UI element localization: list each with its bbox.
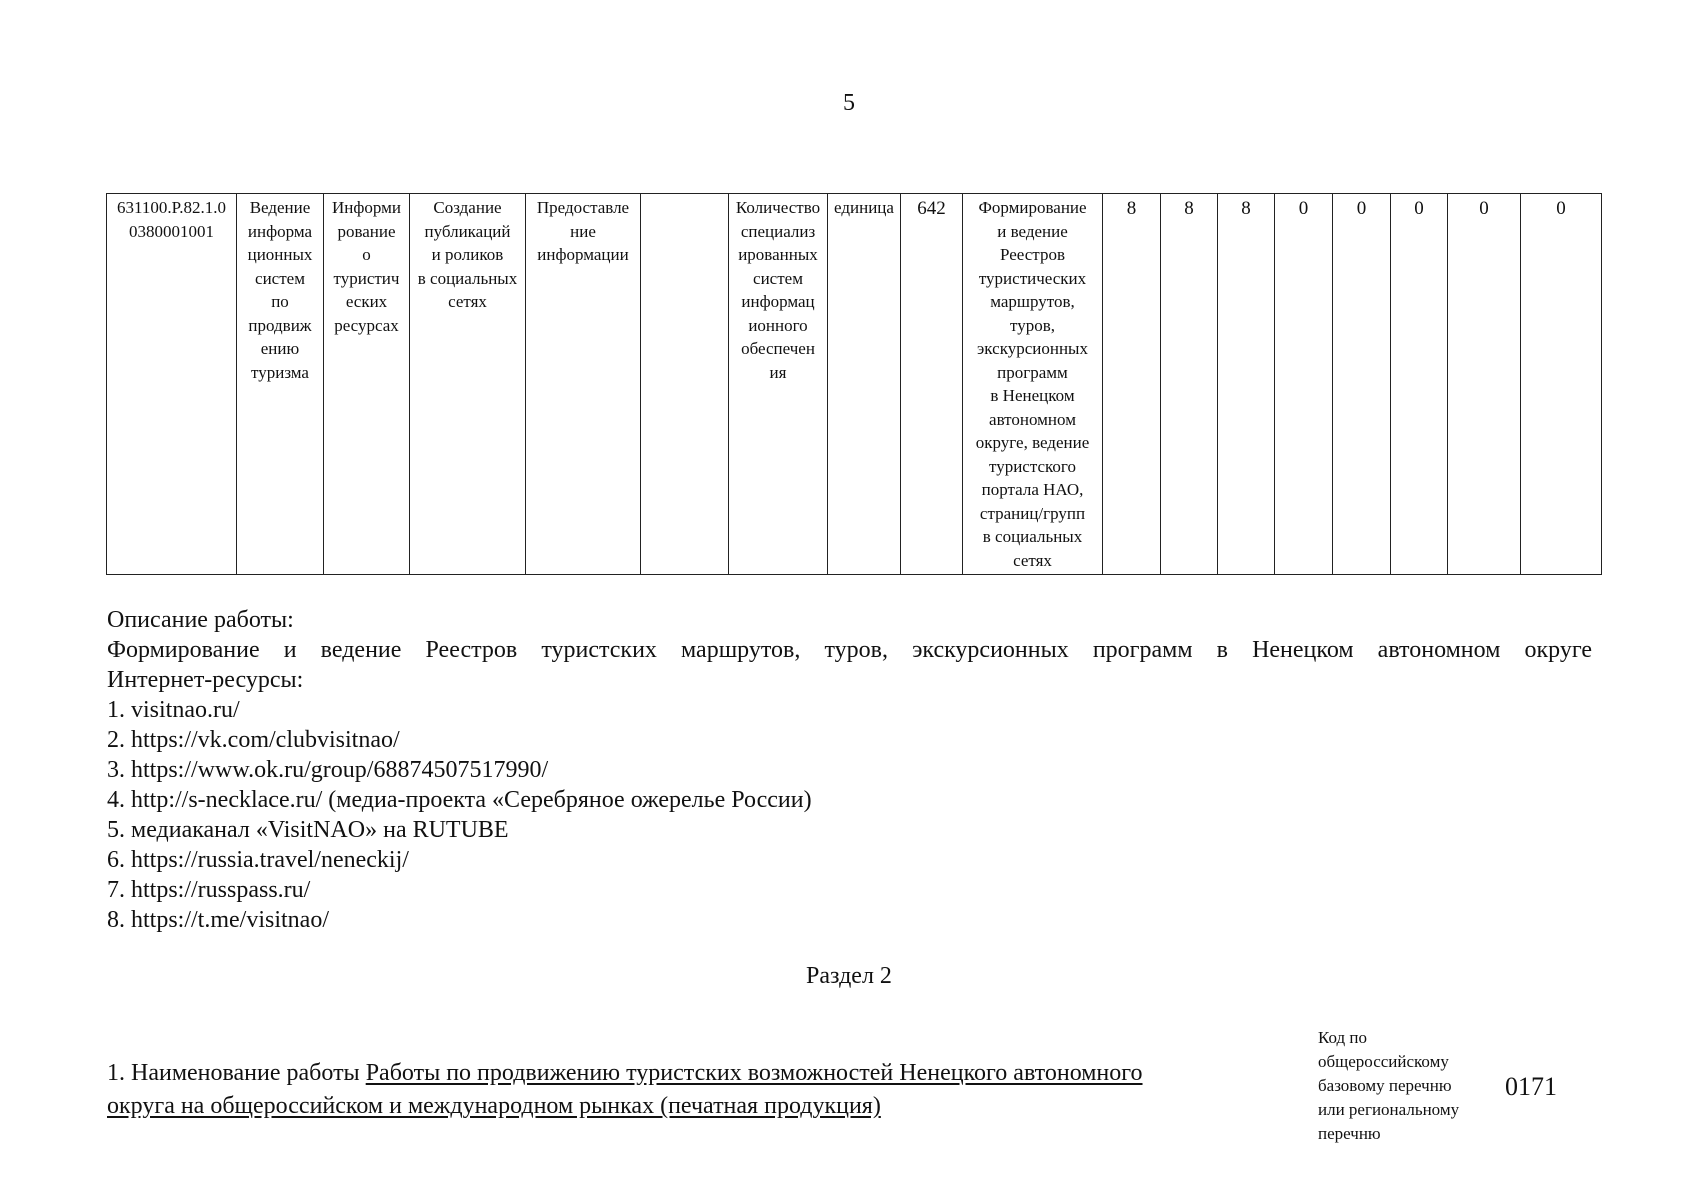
cell-text: обеспечен: [741, 339, 815, 358]
cell-text: Создание: [433, 198, 502, 217]
cell-text: в социальных: [982, 527, 1083, 546]
table-cell: [1521, 194, 1602, 575]
cell-text: ционных: [247, 245, 313, 264]
cell-text: информации: [537, 245, 629, 264]
table-cell: [1333, 194, 1391, 575]
code-label-line: базовому перечню: [1318, 1076, 1452, 1095]
code-label-line: или региональному: [1318, 1100, 1460, 1119]
table-cell: [410, 194, 526, 575]
description-heading: Описание работы:: [107, 607, 294, 633]
description-text: Формирование и ведение Реестров туристских маршрутов, туров, экскурсионных программ в Ненецком автономном округе: [107, 637, 1592, 663]
cell-text: информа: [247, 221, 313, 241]
code-value: 0171: [1505, 1072, 1557, 1101]
resource-link: 4. http://s-necklace.ru/ (медиа-проекта «Серебряное ожерелье России): [107, 787, 812, 813]
table-cell: [828, 194, 901, 575]
table-cell: [1275, 194, 1333, 575]
table-cell: [107, 194, 237, 575]
cell-text: о: [362, 245, 371, 264]
work-name-prefix: 1. Наименование работы: [107, 1060, 366, 1086]
resource-link: 7. https://russpass.ru/: [107, 877, 311, 903]
resource-link: 8. https://t.me/visitnao/: [107, 907, 329, 933]
code-label-line: Код по: [1318, 1028, 1367, 1047]
cell-text: рование: [337, 221, 396, 241]
cell-text: еских: [345, 292, 388, 311]
resource-link: 6. https://russia.travel/neneckij/: [107, 847, 409, 873]
code-label-line: перечню: [1318, 1124, 1381, 1143]
cell-text: 642: [917, 198, 946, 219]
cell-text: 631100.P.82.1.0: [117, 198, 226, 217]
cell-text: ированных: [738, 245, 818, 264]
cell-text: экскурсионных: [977, 339, 1088, 358]
code-label: [1318, 1026, 1508, 1146]
cell-text: 0: [1356, 198, 1367, 219]
cell-text: сетях: [1013, 550, 1052, 570]
cell-text: ресурсах: [334, 315, 399, 335]
cell-text: 0380001001: [129, 221, 214, 241]
cell-text: информац: [741, 292, 815, 311]
resource-link: 3. https://www.ok.ru/group/68874507517990/: [107, 757, 549, 783]
table-cell: [324, 194, 410, 575]
cell-text: маршрутов,: [990, 292, 1075, 311]
table-cell: [641, 194, 729, 575]
cell-text: туристических: [978, 268, 1087, 288]
cell-text: туров,: [1010, 315, 1055, 335]
cell-text: 0: [1298, 198, 1309, 219]
cell-text: в Ненецком: [990, 386, 1075, 405]
cell-text: 0: [1479, 198, 1489, 219]
cell-text: автономном: [989, 409, 1076, 429]
cell-text: продвиж: [248, 315, 312, 335]
cell-text: ению: [260, 339, 300, 358]
cell-text: страниц/групп: [979, 503, 1086, 523]
cell-text: Реестров: [1000, 245, 1065, 264]
cell-text: систем: [753, 268, 803, 288]
cell-text: округе, ведение: [975, 433, 1090, 452]
cell-text: Формирование: [978, 198, 1087, 217]
cell-text: по: [271, 292, 289, 311]
cell-text: портала НАО,: [981, 480, 1084, 499]
resource-link: 5. медиаканал «VisitNAO» на RUTUBE: [107, 817, 509, 843]
cell-text: в социальных: [417, 268, 518, 288]
cell-text: сетях: [448, 292, 487, 311]
cell-text: ия: [769, 362, 787, 382]
cell-text: ние: [570, 221, 596, 241]
table-cell: [963, 194, 1103, 575]
resources-list: [107, 695, 1592, 935]
table-cell: [1391, 194, 1448, 575]
cell-text: 8: [1126, 198, 1137, 219]
table-cell: [729, 194, 828, 575]
cell-text: специализ: [740, 221, 816, 241]
table-cell: [1161, 194, 1218, 575]
table-cell: [526, 194, 641, 575]
section-title: Раздел 2: [806, 963, 892, 989]
cell-text: 8: [1184, 198, 1194, 219]
cell-text: и роликов: [431, 245, 504, 264]
resources-heading: Интернет-ресурсы:: [107, 667, 304, 693]
work-name-title-line1: Работы по продвижению туристских возможностей Ненецкого автономного: [365, 1060, 1143, 1086]
resource-link: 1. visitnao.ru/: [107, 697, 240, 723]
cell-text: туристич: [333, 268, 400, 288]
cell-text: Информи: [332, 198, 401, 217]
work-name: [107, 1057, 1277, 1123]
page-number: 5: [843, 90, 855, 116]
table-row: [107, 194, 1602, 575]
cell-text: Количество: [735, 198, 821, 217]
table-cell: [237, 194, 324, 575]
register-table: [106, 193, 1602, 575]
cell-text: Предоставле: [536, 198, 630, 217]
cell-text: 0: [1414, 198, 1424, 219]
work-name-title-line2: округа на общероссийском и международном рынках (печатная продукция): [107, 1093, 881, 1119]
cell-text: Ведение: [249, 198, 311, 217]
resource-link: 2. https://vk.com/clubvisitnao/: [107, 727, 400, 753]
cell-text: 0: [1556, 198, 1566, 219]
work-description: [107, 605, 1592, 935]
table-cell: [901, 194, 963, 575]
cell-text: ионного: [748, 315, 808, 335]
cell-text: 8: [1241, 198, 1251, 219]
table-cell: [1448, 194, 1521, 575]
cell-text: туристского: [989, 456, 1076, 476]
table-cell: [1103, 194, 1161, 575]
cell-text: туризма: [251, 362, 309, 382]
cell-text: систем: [255, 268, 305, 288]
code-label-line: общероссийскому: [1318, 1052, 1449, 1071]
cell-text: и ведение: [997, 221, 1068, 241]
cell-text: единица: [834, 198, 894, 217]
cell-text: публикаций: [424, 221, 511, 241]
table-cell: [1218, 194, 1275, 575]
cell-text: программ: [997, 362, 1068, 382]
